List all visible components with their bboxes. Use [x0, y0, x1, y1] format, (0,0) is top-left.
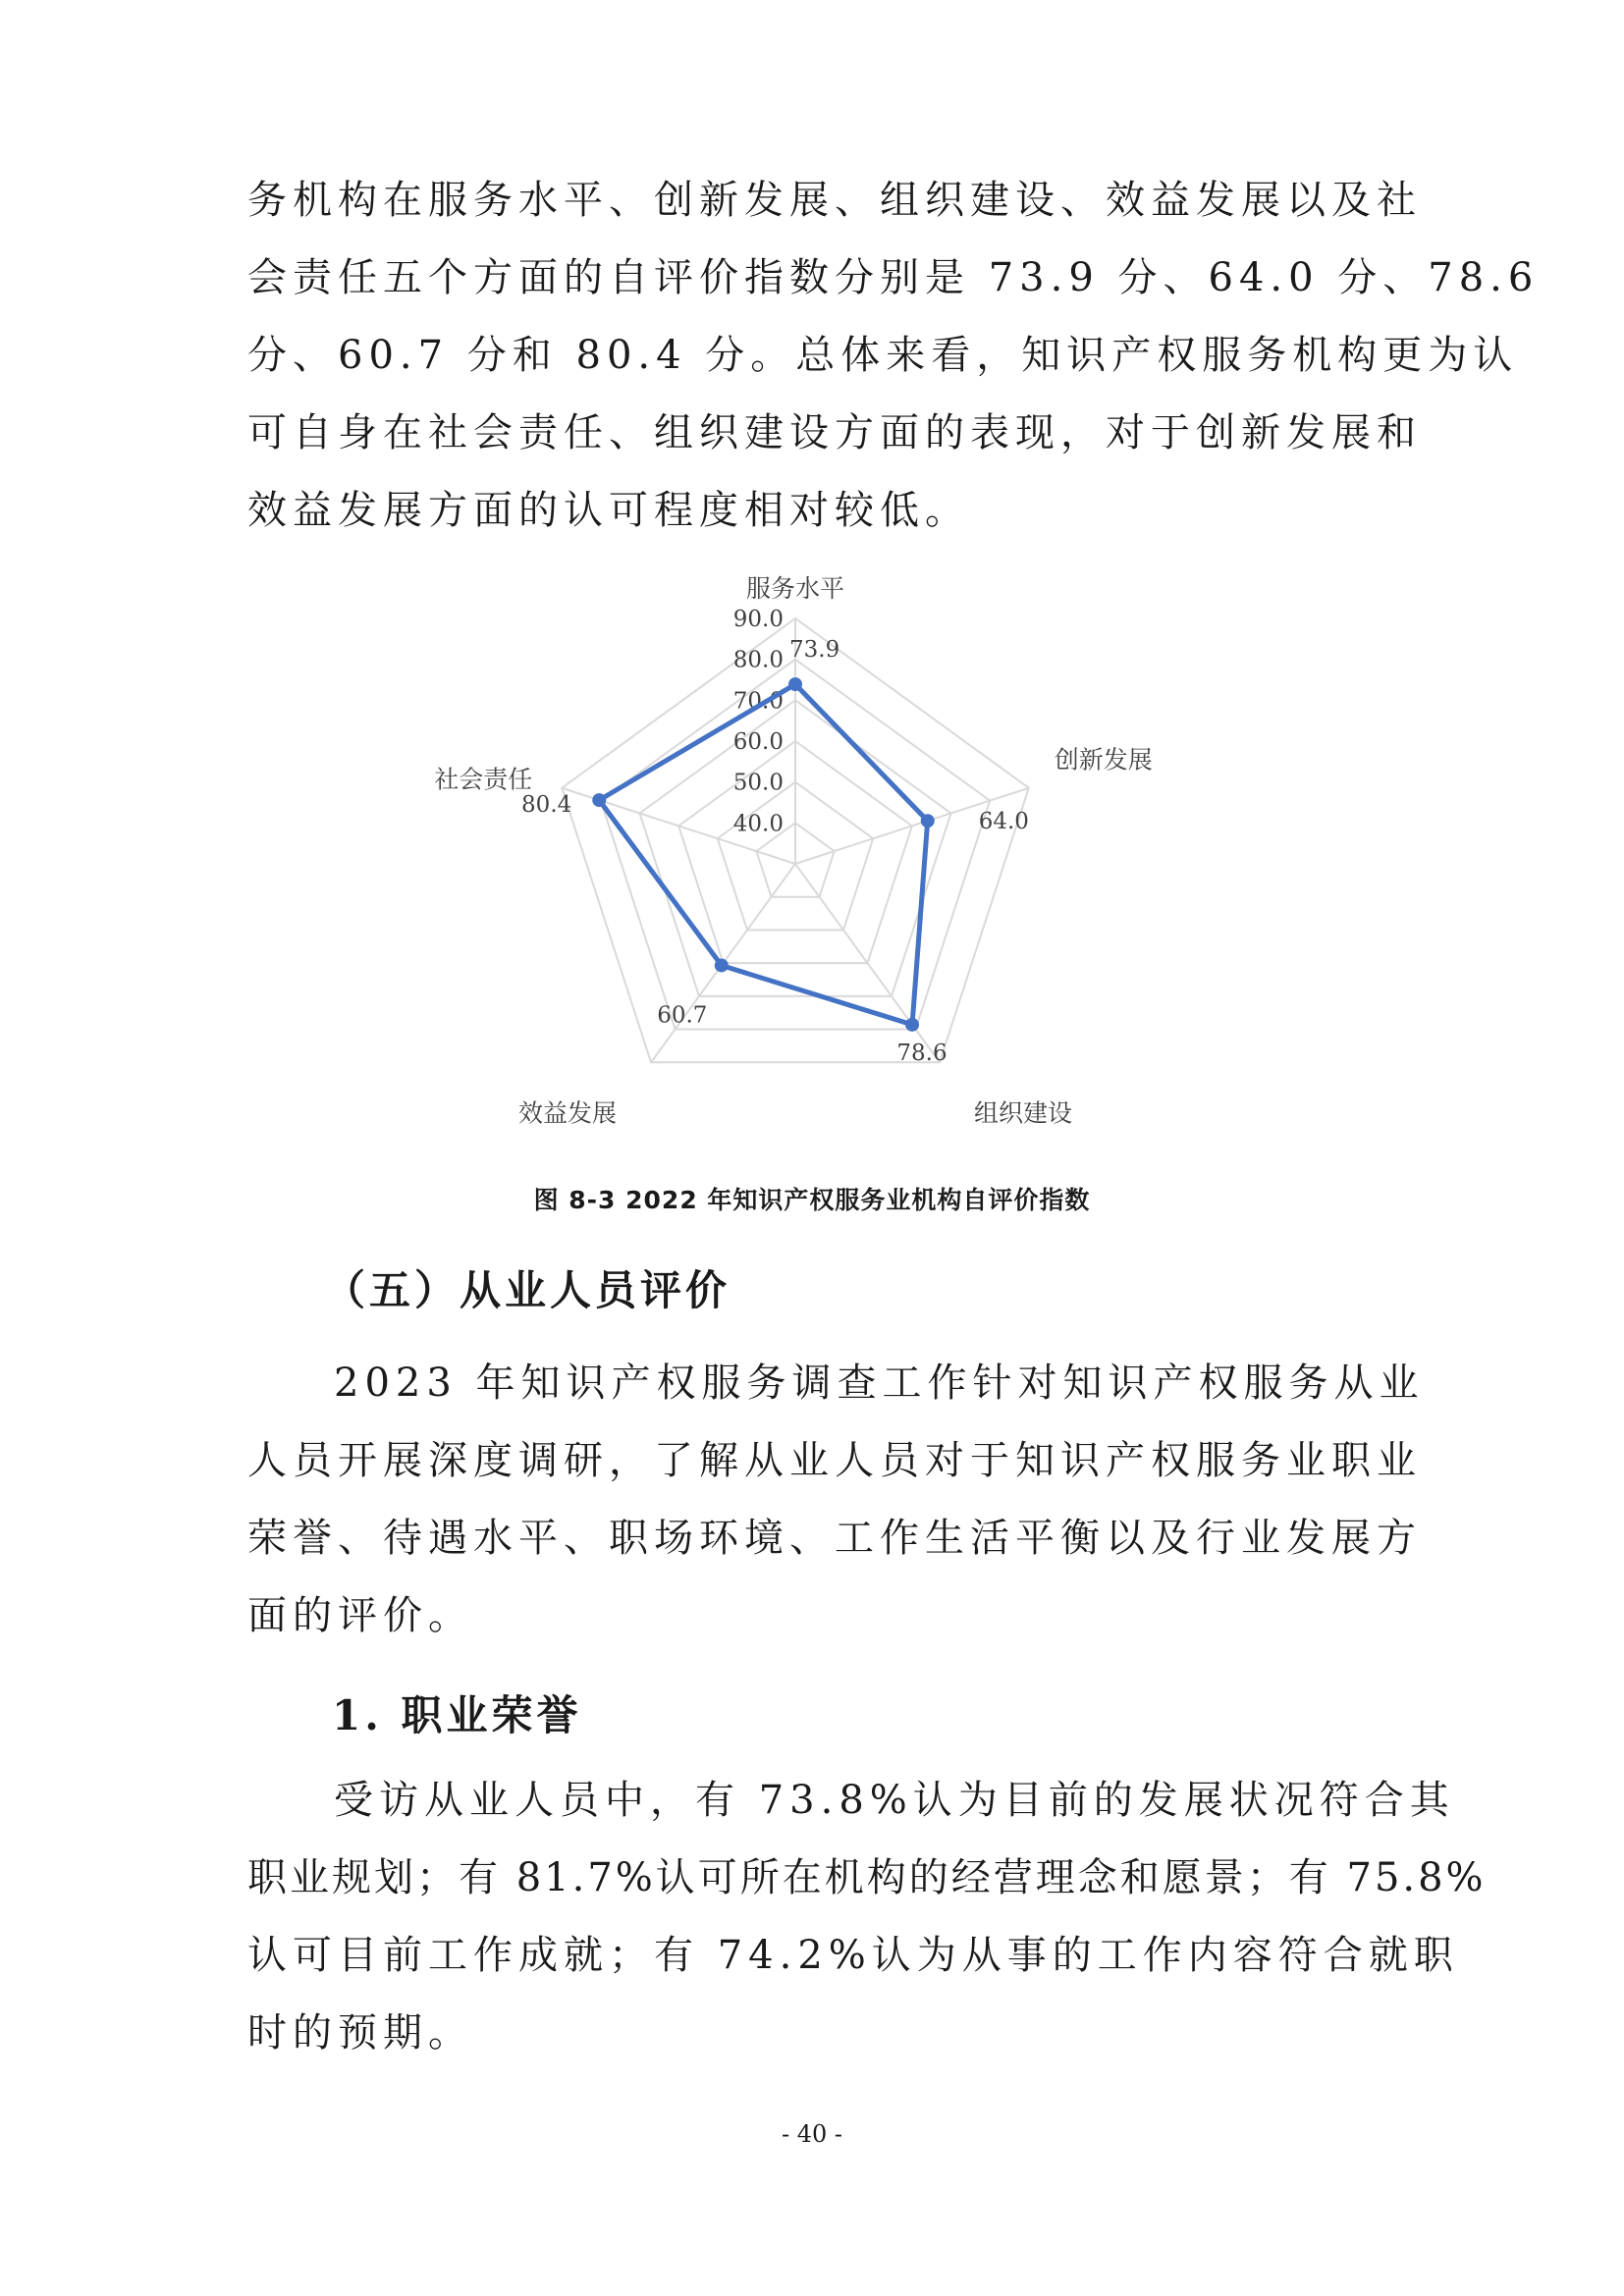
category-label: 服务水平 — [745, 574, 845, 603]
data-label: 78.6 — [896, 1040, 947, 1066]
data-point — [788, 677, 802, 691]
text-line: 认可目前工作成就；有 74.2%认为从事的工作内容符合就职 — [247, 1933, 1459, 1978]
tick-label: 40.0 — [732, 811, 784, 837]
tick-label: 70.0 — [732, 688, 784, 715]
text-line: 效益发展方面的认可程度相对较低。 — [247, 488, 970, 533]
intro-paragraph — [247, 162, 1540, 550]
text-line: 务机构在服务水平、创新发展、组织建设、效益发展以及社 — [247, 178, 1422, 223]
data-point — [715, 958, 729, 972]
tick-label: 80.0 — [732, 647, 784, 673]
text-line: 职业规划；有 81.7%认可所在机构的经营理念和愿景；有 75.8% — [247, 1855, 1487, 1900]
text-line: 会责任五个方面的自评价指数分别是 73.9 分、64.0 分、78.6 — [247, 255, 1540, 300]
section-paragraph — [247, 1345, 1426, 1655]
page-number: - 40 - — [781, 2120, 842, 2148]
radar-chart-svg — [393, 560, 1237, 1129]
data-label: 60.7 — [657, 1002, 708, 1029]
data-label: 73.9 — [789, 637, 840, 664]
text-line: 时的预期。 — [247, 2010, 473, 2056]
text-line: 分、60.7 分和 80.4 分。总体来看，知识产权服务机构更为认 — [247, 333, 1519, 378]
tick-label: 50.0 — [732, 770, 784, 796]
text-line: 可自身在社会责任、组织建设方面的表现，对于创新发展和 — [247, 410, 1422, 455]
category-label: 组织建设 — [973, 1098, 1072, 1128]
figure-caption: 图 8-3 2022 年知识产权服务业机构自评价指数 — [533, 1186, 1091, 1214]
tick-label: 90.0 — [732, 607, 784, 632]
text-line: 受访从业人员中，有 73.8%认为目前的发展状况符合其 — [334, 1778, 1455, 1823]
subsection-paragraph — [247, 1762, 1487, 2072]
data-label: 80.4 — [521, 792, 572, 819]
category-label: 社会责任 — [434, 765, 533, 794]
text-line: 荣誉、待遇水平、职场环境、工作生活平衡以及行业发展方 — [247, 1516, 1422, 1561]
section-heading: （五）从业人员评价 — [324, 1266, 731, 1314]
tick-label: 60.0 — [732, 729, 784, 755]
data-point — [905, 1018, 919, 1032]
data-point — [592, 793, 606, 807]
data-point — [921, 814, 935, 828]
category-label: 创新发展 — [1054, 745, 1153, 774]
text-line: 面的评价。 — [247, 1593, 473, 1638]
text-line: 2023 年知识产权服务调查工作针对知识产权服务从业 — [334, 1361, 1425, 1406]
data-label: 64.0 — [978, 809, 1029, 835]
category-label: 效益发展 — [518, 1098, 618, 1128]
text-line: 人员开展深度调研，了解从业人员对于知识产权服务业职业 — [247, 1438, 1422, 1483]
radar-chart — [393, 560, 1237, 1129]
subsection-heading: 1. 职业荣誉 — [332, 1691, 582, 1739]
